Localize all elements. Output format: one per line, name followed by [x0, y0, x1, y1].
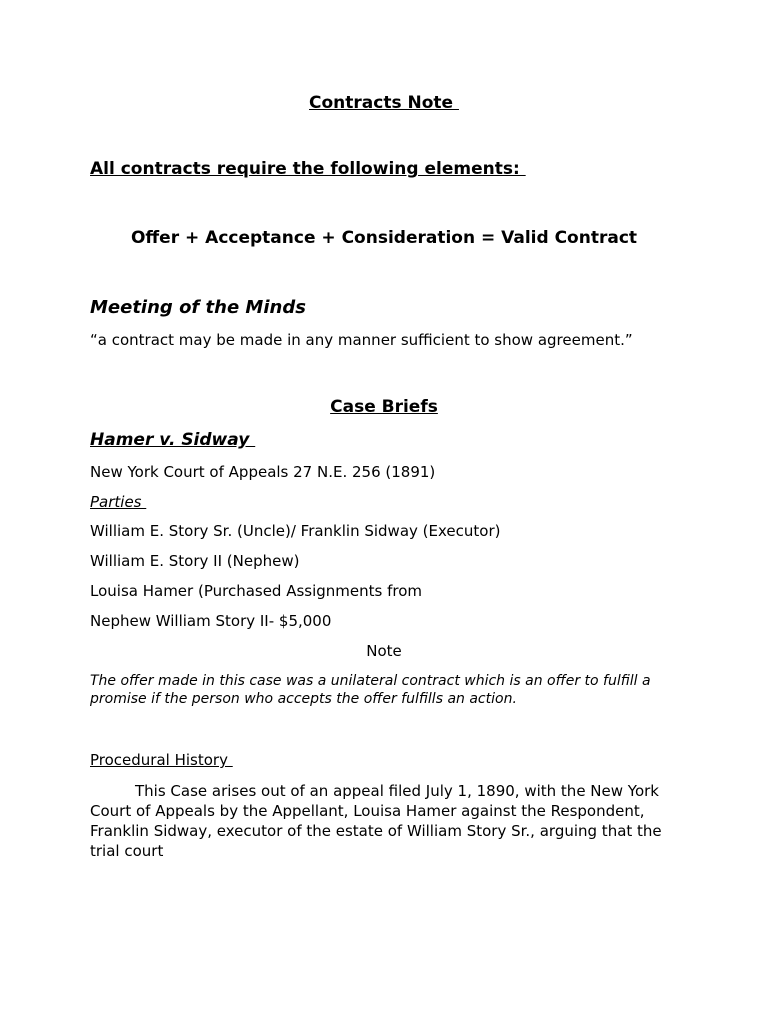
case-title: Hamer v. Sidway	[90, 430, 256, 450]
meeting-of-minds-heading: Meeting of the Minds	[90, 297, 306, 318]
contract-formula: Offer + Acceptance + Consideration = Valid Contract	[130, 228, 638, 248]
party-line: Louisa Hamer (Purchased Assignments from	[90, 582, 423, 600]
note-text: The offer made in this case was a unilateral contract which is an offer to fulfill a promise if the person who accepts the offer fulfills an action.	[90, 673, 651, 707]
party-line: William E. Story II (Nephew)	[90, 552, 300, 570]
case-briefs-heading: Case Briefs	[330, 397, 438, 417]
party-line: William E. Story Sr. (Uncle)/ Franklin Sidway (Executor)	[90, 522, 501, 540]
procedural-history-text: This Case arises out of an appeal filed July 1, 1890, with the New York Court of Appeals by the Appellant, Louisa Hamer against the Respondent, Franklin Sidway, executor of the estate of William Story Sr., arguing that the trial court	[90, 782, 662, 860]
party-line: Nephew William Story II- $5,000	[90, 612, 332, 630]
note-label: Note	[366, 642, 402, 660]
parties-label: Parties	[90, 493, 147, 511]
elements-heading: All contracts require the following elements:	[90, 159, 526, 179]
case-citation: New York Court of Appeals 27 N.E. 256 (1891)	[90, 463, 436, 481]
document-title: Contracts Note	[309, 93, 459, 113]
meeting-quote: “a contract may be made in any manner sufficient to show agreement.”	[90, 331, 633, 349]
procedural-history-label: Procedural History	[90, 751, 233, 769]
